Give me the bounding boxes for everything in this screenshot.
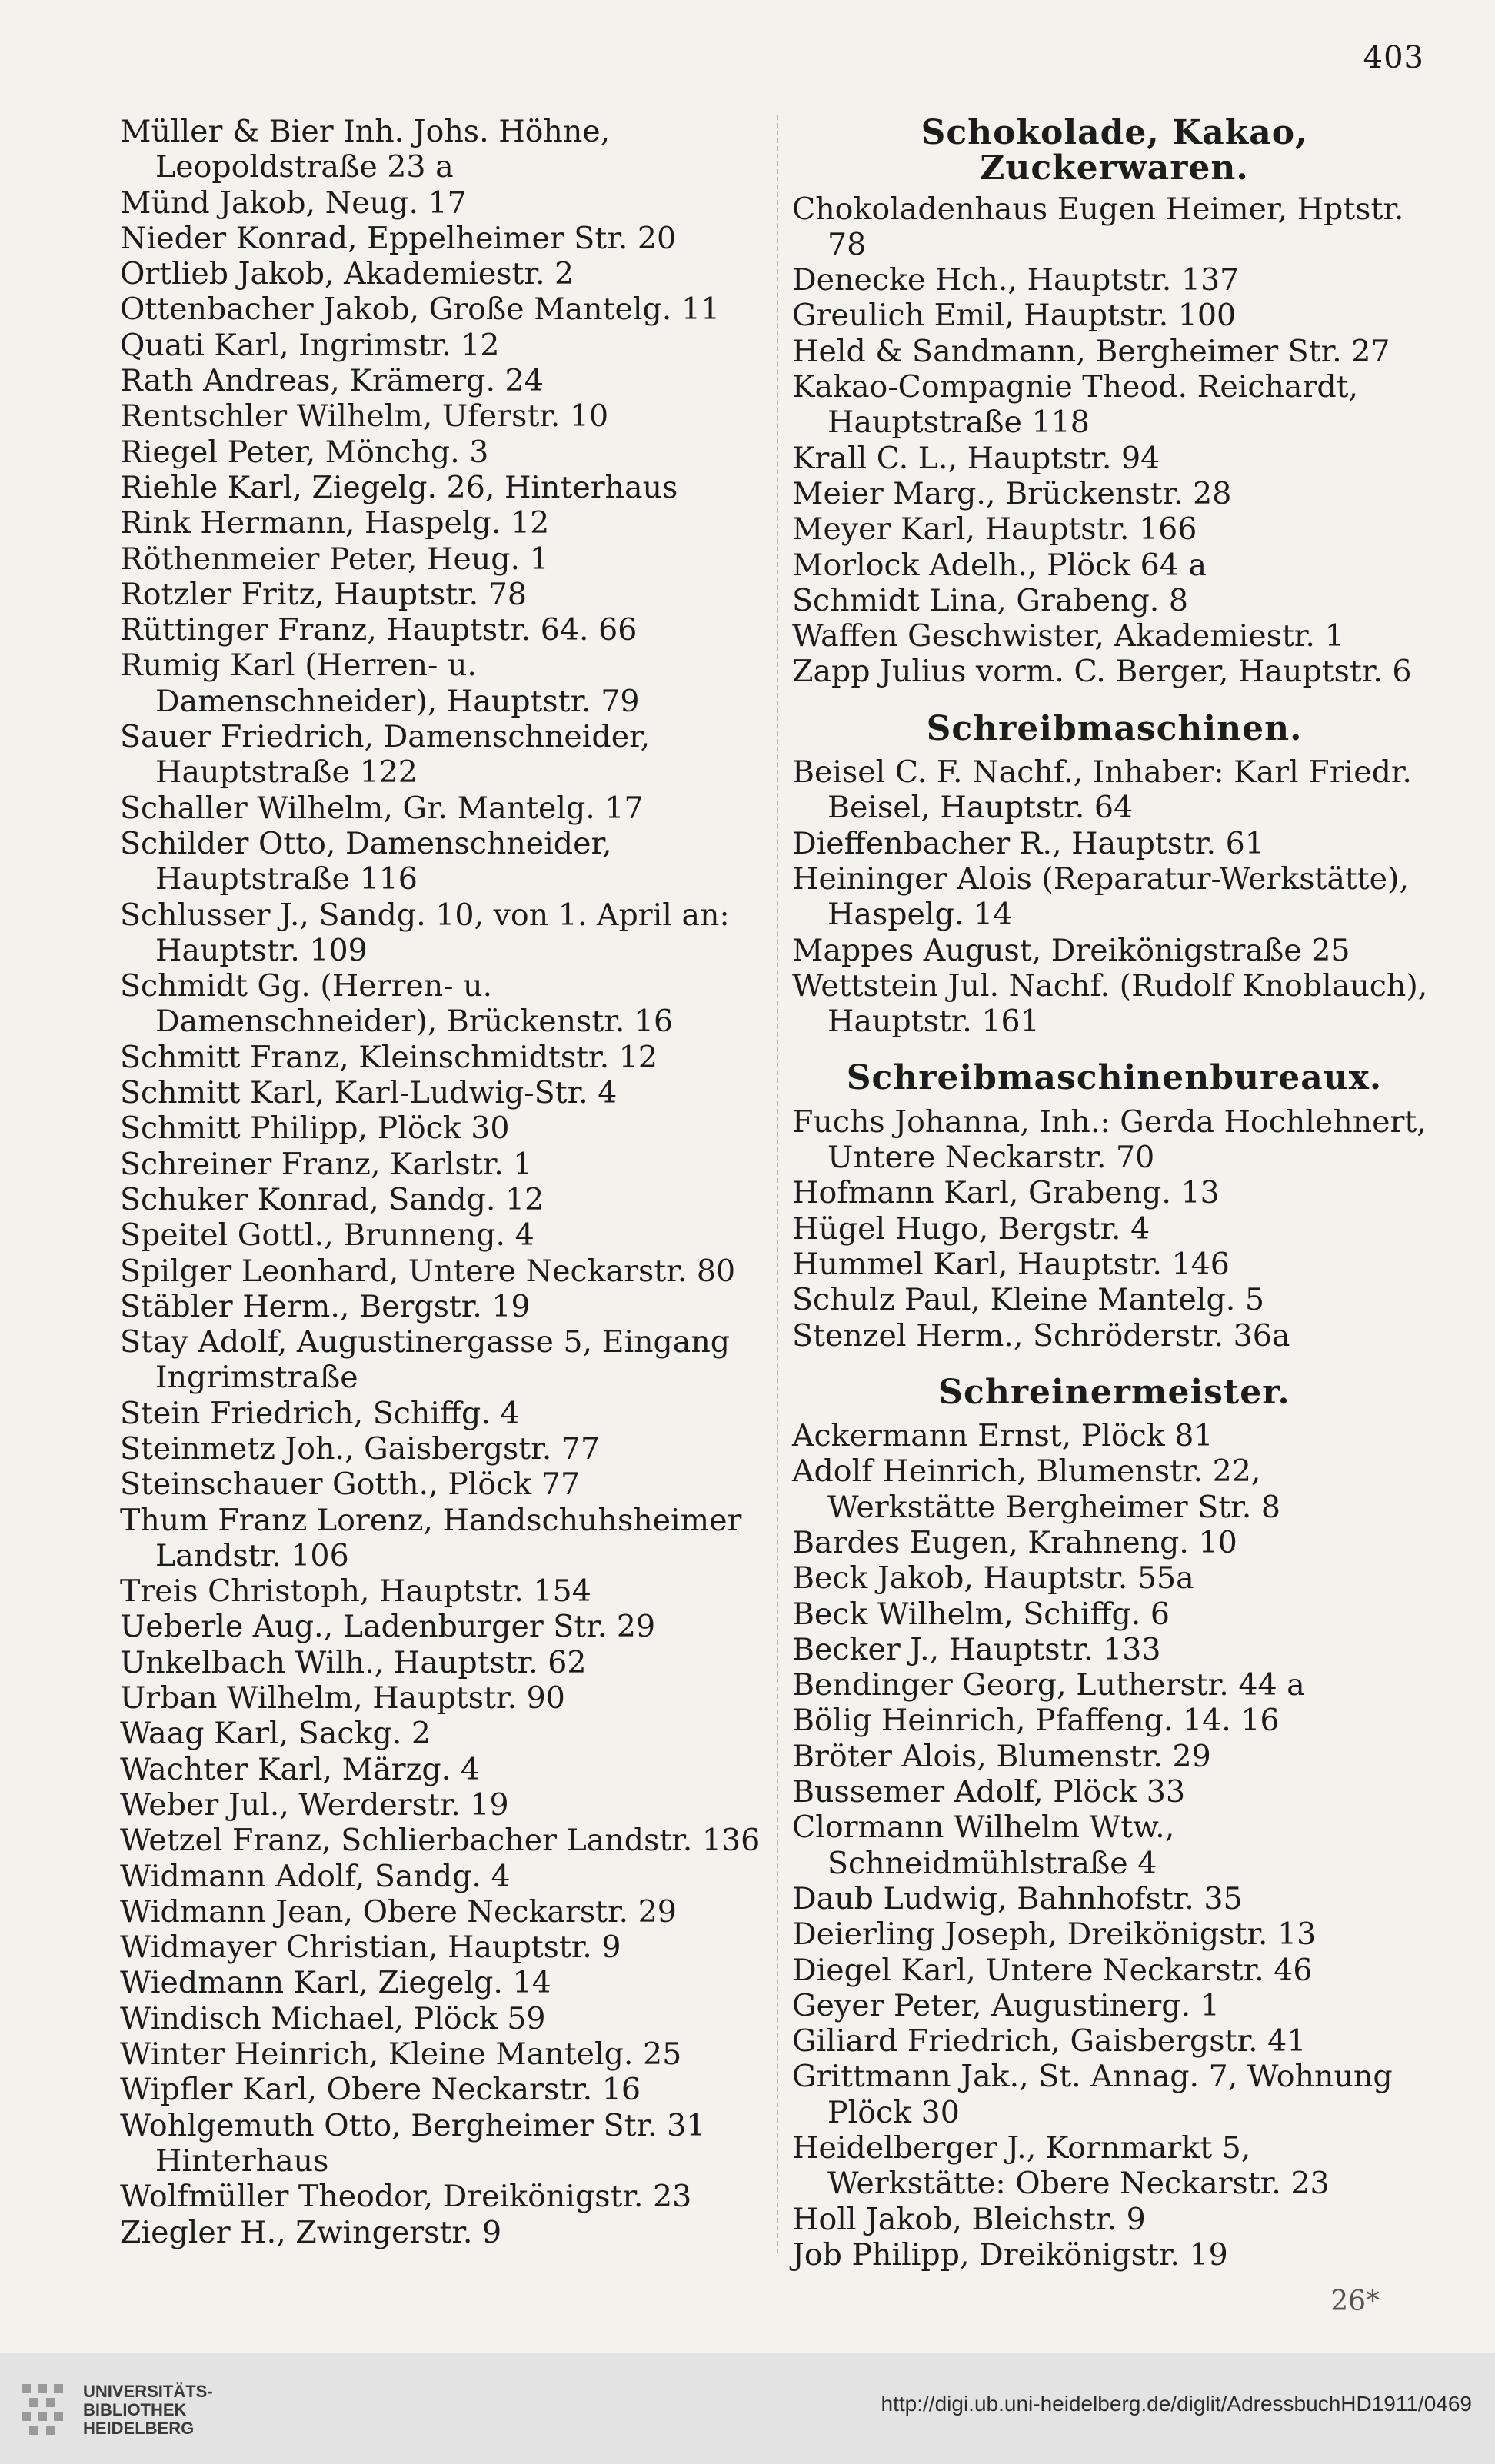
directory-entry: Wettstein Jul. Nachf. (Rudolf Knoblauch), Hauptstr. 161 <box>792 967 1428 1040</box>
directory-entry: Beck Jakob, Hauptstr. 55a <box>792 1560 1194 1597</box>
directory-entry: Geyer Peter, Augustinerg. 1 <box>792 1987 1220 2023</box>
directory-entry: Quati Karl, Ingrimstr. 12 <box>120 327 500 363</box>
directory-entry: Widmann Adolf, Sandg. 4 <box>120 1858 511 1894</box>
directory-entry: Dieffenbacher R., Hauptstr. 61 <box>792 825 1264 861</box>
directory-entry: Winter Heinrich, Kleine Mantelg. 25 <box>120 2036 682 2073</box>
directory-entry: Unkelbach Wilh., Hauptstr. 62 <box>120 1644 587 1680</box>
directory-entry: Giliard Friedrich, Gaisbergstr. 41 <box>792 2023 1307 2059</box>
directory-entry: Rüttinger Franz, Hauptstr. 64. 66 <box>120 612 638 648</box>
directory-entry: Diegel Karl, Untere Neckarstr. 46 <box>792 1952 1313 1988</box>
directory-entry: Widmann Jean, Obere Neckarstr. 29 <box>120 1893 677 1930</box>
directory-entry: Ueberle Aug., Ladenburger Str. 29 <box>120 1609 656 1645</box>
directory-entry: Müller & Bier Inh. Johs. Höhne, Leopoldstraße 23 a <box>120 114 611 185</box>
directory-entry: Kakao-Compagnie Theod. Reichardt, Hauptstraße 118 <box>792 369 1359 441</box>
directory-entry: Bardes Eugen, Krahneng. 10 <box>792 1524 1237 1560</box>
source-url-link[interactable]: http://digi.ub.uni-heidelberg.de/diglit/AdressbuchHD1911/0469 <box>881 2392 1472 2416</box>
directory-entry: Job Philipp, Dreikönigstr. 19 <box>792 2236 1228 2273</box>
directory-entry: Daub Ludwig, Bahnhofstr. 35 <box>792 1880 1243 1916</box>
directory-entry: Becker J., Hauptstr. 133 <box>792 1631 1161 1667</box>
directory-entry: Grittmann Jak., St. Annag. 7, Wohnung Plöck 30 <box>792 2059 1393 2130</box>
logo-line: HEIDELBERG <box>83 2419 195 2438</box>
directory-entry: Riegel Peter, Mönchg. 3 <box>120 434 489 470</box>
directory-entry: Waffen Geschwister, Akademiestr. 1 <box>792 618 1344 654</box>
directory-entry: Hügel Hugo, Bergstr. 4 <box>792 1210 1150 1247</box>
directory-entry: Weber Jul., Werderstr. 19 <box>120 1786 509 1823</box>
directory-entry: Rumig Karl (Herren- u. Damenschneider), Hauptstr. 79 <box>120 648 640 719</box>
directory-entry: Rath Andreas, Krämerg. 24 <box>120 363 544 399</box>
section-heading: Schreibmaschinenbureaux. <box>846 1058 1383 1098</box>
directory-entry: Windisch Michael, Plöck 59 <box>120 2000 546 2036</box>
directory-entry: Sauer Friedrich, Damenschneider, Hauptstraße 122 <box>120 719 651 791</box>
directory-entry: Heidelberger J., Kornmarkt 5, Werkstätte: Obere Neckarstr. 23 <box>792 2130 1330 2202</box>
directory-entry: Schaller Wilhelm, Gr. Mantelg. 17 <box>120 790 644 826</box>
directory-entry: Speitel Gottl., Brunneng. 4 <box>120 1217 534 1254</box>
directory-entry: Krall C. L., Hauptstr. 94 <box>792 440 1160 476</box>
directory-entry: Hofmann Karl, Grabeng. 13 <box>792 1175 1220 1211</box>
directory-entry: Wetzel Franz, Schlierbacher Landstr. 136 <box>120 1823 761 1859</box>
directory-entry: Stay Adolf, Augustinergasse 5, Eingang Ingrimstraße <box>120 1324 731 1396</box>
directory-entry: Stein Friedrich, Schiffg. 4 <box>120 1395 520 1431</box>
directory-entry: Rotzler Fritz, Hauptstr. 78 <box>120 576 528 612</box>
directory-entry: Bendinger Georg, Lutherstr. 44 a <box>792 1667 1305 1703</box>
directory-entry: Bröter Alois, Blumenstr. 29 <box>792 1738 1211 1774</box>
directory-entry: Wolfmüller Theodor, Dreikönigstr. 23 <box>120 2179 692 2215</box>
logo-line: BIBLIOTHEK <box>83 2400 187 2419</box>
section-heading: Schreibmaschinen. <box>926 708 1303 748</box>
directory-entry: Bussemer Adolf, Plöck 33 <box>792 1774 1186 1810</box>
directory-entry: Beisel C. F. Nachf., Inhaber: Karl Friedr. Beisel, Hauptstr. 64 <box>792 754 1412 826</box>
directory-entry: Held & Sandmann, Bergheimer Str. 27 <box>792 333 1390 369</box>
university-seal-icon <box>18 2381 66 2441</box>
directory-entry: Ackermann Ernst, Plöck 81 <box>792 1418 1214 1454</box>
directory-entry: Greulich Emil, Hauptstr. 100 <box>792 298 1237 334</box>
directory-entry: Wiedmann Karl, Ziegelg. 14 <box>120 1965 551 2001</box>
page-number: 403 <box>1363 40 1424 75</box>
directory-entry: Deierling Joseph, Dreikönigstr. 13 <box>792 1916 1317 1953</box>
footer-bar <box>0 2353 1495 2464</box>
directory-entry: Morlock Adelh., Plöck 64 a <box>792 547 1207 583</box>
directory-entry: Schmidt Lina, Grabeng. 8 <box>792 582 1189 618</box>
directory-entry: Denecke Hch., Hauptstr. 137 <box>792 262 1240 298</box>
directory-entry: Rink Hermann, Haspelg. 12 <box>120 505 550 541</box>
directory-entry: Fuchs Johanna, Inh.: Gerda Hochlehnert, Untere Neckarstr. 70 <box>792 1104 1427 1176</box>
directory-entry: Spilger Leonhard, Untere Neckarstr. 80 <box>120 1253 736 1289</box>
directory-entry: Schlusser J., Sandg. 10, von 1. April an: Hauptstr. 109 <box>120 897 730 968</box>
directory-entry: Widmayer Christian, Hauptstr. 9 <box>120 1930 621 1966</box>
directory-entry: Schulz Paul, Kleine Mantelg. 5 <box>792 1282 1264 1318</box>
directory-entry: Mappes August, Dreikönigstraße 25 <box>792 932 1350 968</box>
directory-entry: Zapp Julius vorm. C. Berger, Hauptstr. 6 <box>792 654 1412 690</box>
directory-entry: Ziegler H., Zwingerstr. 9 <box>120 2214 502 2250</box>
column-divider <box>777 115 778 2253</box>
directory-entry: Schmitt Karl, Karl-Ludwig-Str. 4 <box>120 1075 618 1111</box>
directory-entry: Clormann Wilhelm Wtw., Schneidmühlstraße 4 <box>792 1810 1175 1881</box>
directory-entry: Hummel Karl, Hauptstr. 146 <box>792 1246 1230 1282</box>
right-column <box>792 114 1437 2273</box>
directory-entry: Stenzel Herm., Schröderstr. 36a <box>792 1317 1290 1354</box>
directory-entry: Chokoladenhaus Eugen Heimer, Hptstr. 78 <box>792 191 1404 262</box>
directory-entry: Schreiner Franz, Karlstr. 1 <box>120 1146 533 1182</box>
directory-entry: Beck Wilhelm, Schiffg. 6 <box>792 1596 1170 1632</box>
left-column <box>120 114 767 2250</box>
directory-entry: Steinmetz Joh., Gaisbergstr. 77 <box>120 1430 601 1467</box>
directory-entry: Meier Marg., Brückenstr. 28 <box>792 475 1232 511</box>
directory-entry: Röthenmeier Peter, Heug. 1 <box>120 541 549 577</box>
directory-entry: Wipfler Karl, Obere Neckarstr. 16 <box>120 2072 641 2108</box>
directory-entry: Holl Jakob, Bleichstr. 9 <box>792 2201 1146 2237</box>
directory-entry: Urban Wilhelm, Hauptstr. 90 <box>120 1680 565 1716</box>
directory-entry: Schilder Otto, Damenschneider, Hauptstraße 116 <box>120 825 612 897</box>
directory-entry: Wachter Karl, Märzg. 4 <box>120 1751 480 1787</box>
signature-mark: 26* <box>1330 2286 1380 2317</box>
directory-entry: Meyer Karl, Hauptstr. 166 <box>792 511 1197 548</box>
directory-entry: Schmitt Philipp, Plöck 30 <box>120 1110 510 1147</box>
directory-entry: Adolf Heinrich, Blumenstr. 22, Werkstätte Bergheimer Str. 8 <box>792 1453 1280 1525</box>
directory-entry: Nieder Konrad, Eppelheimer Str. 20 <box>120 220 677 256</box>
directory-entry: Steinschauer Gotth., Plöck 77 <box>120 1467 581 1503</box>
directory-entry: Thum Franz Lorenz, Handschuhsheimer Landstr. 106 <box>120 1502 742 1573</box>
directory-entry: Ortlieb Jakob, Akademiestr. 2 <box>120 256 574 292</box>
directory-entry: Stäbler Herm., Bergstr. 19 <box>120 1288 531 1324</box>
directory-entry: Rentschler Wilhelm, Uferstr. 10 <box>120 398 609 435</box>
directory-entry: Schmitt Franz, Kleinschmidtstr. 12 <box>120 1039 658 1075</box>
directory-entry: Waag Karl, Sackg. 2 <box>120 1716 431 1752</box>
directory-entry: Riehle Karl, Ziegelg. 26, Hinterhaus <box>120 469 678 505</box>
logo-line: UNIVERSITÄTS- <box>83 2382 213 2401</box>
directory-entry: Schmidt Gg. (Herren- u. Damenschneider), Brückenstr. 16 <box>120 968 674 1040</box>
library-logo-text <box>83 2382 213 2438</box>
directory-entry: Bölig Heinrich, Pfaffeng. 14. 16 <box>792 1703 1280 1739</box>
directory-entry: Wohlgemuth Otto, Bergheimer Str. 31 Hinterhaus <box>120 2107 706 2179</box>
directory-entry: Ottenbacher Jakob, Große Mantelg. 11 <box>120 291 721 328</box>
directory-entry: Treis Christoph, Hauptstr. 154 <box>120 1573 591 1610</box>
directory-entry: Münd Jakob, Neug. 17 <box>120 185 467 221</box>
directory-entry: Schuker Konrad, Sandg. 12 <box>120 1181 544 1217</box>
section-heading: Schreinermeister. <box>938 1372 1290 1412</box>
section-heading: Schokolade, Kakao, Zuckerwaren. <box>921 113 1308 188</box>
directory-entry: Heininger Alois (Reparatur-Werkstätte), Haspelg. 14 <box>792 861 1409 933</box>
